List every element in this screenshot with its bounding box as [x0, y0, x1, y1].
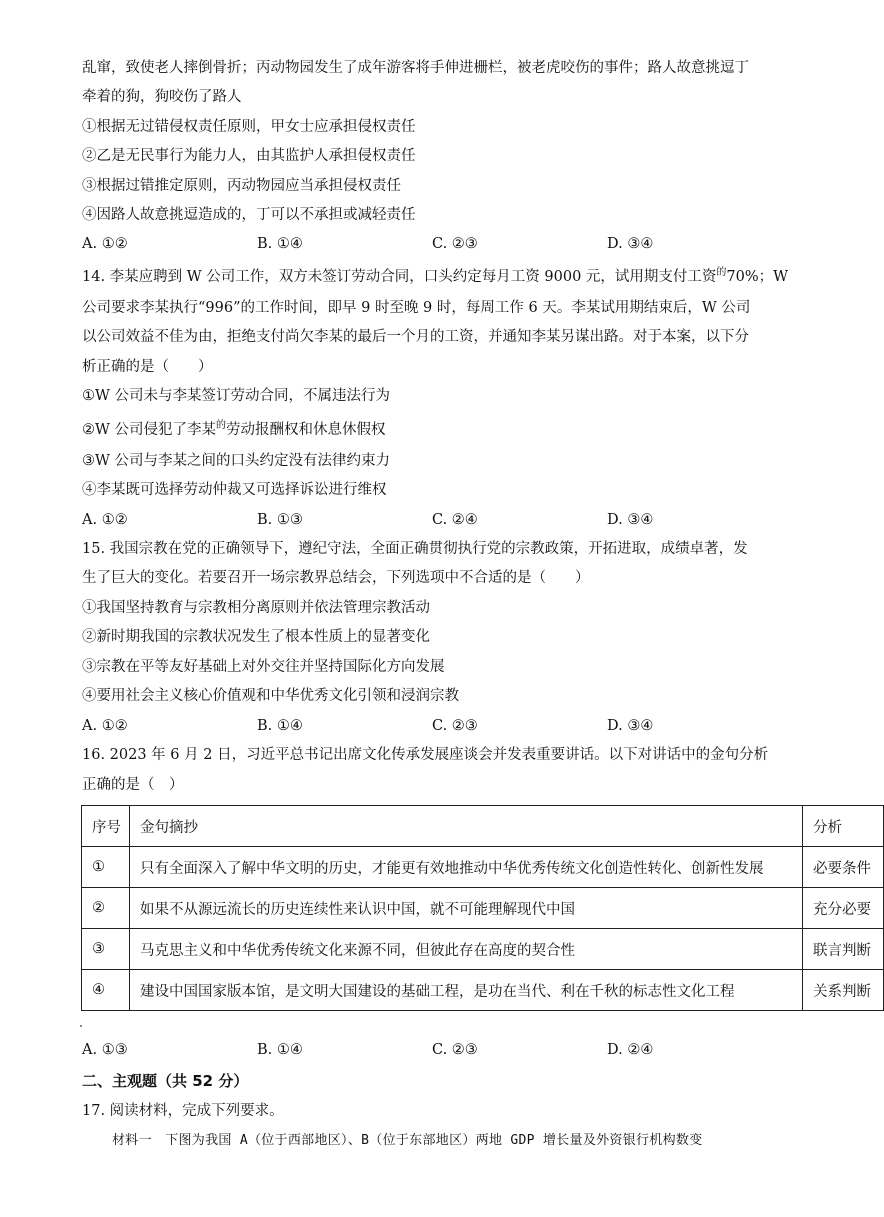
q13-option-b[interactable]: B. ①④ [257, 236, 303, 252]
q13-statement-2: ②乙是无民事行为能力人，由其监护人承担侵权责任 [82, 148, 416, 164]
q15-option-a[interactable]: A. ①② [82, 718, 128, 734]
q15-option-b[interactable]: B. ①④ [257, 718, 303, 734]
q13-text-line: 牵着的狗，狗咬伤了路人 [82, 89, 242, 105]
q16-option-b[interactable]: B. ①④ [257, 1042, 303, 1058]
q13-option-d[interactable]: D. ③④ [607, 236, 654, 252]
table-row [82, 888, 884, 929]
q15-statement-3: ③宗教在平等友好基础上对外交往并坚持国际化方向发展 [82, 659, 445, 675]
q16-stem-line-2: 正确的是（ ） [82, 777, 184, 793]
q13-option-a[interactable]: A. ①② [82, 236, 128, 252]
q16-option-a[interactable]: A. ①③ [82, 1042, 128, 1058]
q15-stem-line-1: 15. 我国宗教在党的正确领导下，遵纪守法，全面正确贯彻执行党的宗教政策，开拓进取，成绩卓著，发 [82, 541, 748, 557]
section-heading: 二、主观题（共 52 分） [82, 1072, 249, 1090]
table-cell-quote: 如果不从源远流长的历史连续性来认识中国，就不可能理解现代中国 [130, 888, 803, 929]
q15-stem-line-2: 生了巨大的变化。若要召开一场宗教界总结会，下列选项中不合适的是（ ） [82, 570, 590, 586]
table-header-cell: 金句摘抄 [130, 806, 803, 847]
q16-option-c[interactable]: C. ②③ [432, 1042, 478, 1058]
q15-option-d[interactable]: D. ③④ [607, 718, 654, 734]
q13-text-line: 乱窜，致使老人摔倒骨折；丙动物园发生了成年游客将手伸进栅栏，被老虎咬伤的事件；路人故意挑逗丁 [82, 60, 749, 76]
q16-option-d[interactable]: D. ②④ [607, 1042, 654, 1058]
q14-option-c[interactable]: C. ②④ [432, 512, 478, 528]
material-1-text: 材料一 下图为我国 A（位于西部地区）、B（位于东部地区）两地 GDP 增长量及外资银行机构数变 [112, 1133, 703, 1148]
table-header-row [82, 806, 884, 847]
q16-quote-table [81, 805, 884, 1011]
stray-dot [80, 1025, 82, 1027]
table-cell-index: ① [82, 847, 130, 888]
table-cell-quote: 马克思主义和中华优秀传统文化来源不同，但彼此存在高度的契合性 [130, 929, 803, 970]
q16-stem-line-1: 16. 2023 年 6 月 2 日，习近平总书记出席文化传承发展座谈会并发表重要讲话。以下对讲话中的金句分析 [82, 747, 769, 763]
q14-options [82, 510, 782, 530]
q14-option-d[interactable]: D. ③④ [607, 512, 654, 528]
q14-stem-text: 14. 李某应聘到 W 公司工作，双方未签订劳动合同，口头约定每月工资 9000 元，试用期支付工资 [82, 269, 717, 285]
table-cell-index: ④ [82, 970, 130, 1011]
q16-options [82, 1040, 782, 1060]
q14-statement-sup: 的 [216, 420, 227, 431]
q15-options [82, 716, 782, 736]
q13-statement-1: ①根据无过错侵权责任原则，甲女士应承担侵权责任 [82, 119, 416, 135]
q15-statement-1: ①我国坚持教育与宗教相分离原则并依法管理宗教活动 [82, 600, 430, 616]
q14-option-a[interactable]: A. ①② [82, 512, 128, 528]
table-cell-index: ③ [82, 929, 130, 970]
table-cell-analysis: 必要条件 [803, 847, 884, 888]
q14-stem-line-3: 以公司效益不佳为由，拒绝支付尚欠李某的最后一个月的工资，并通知李某另谋出路。对于本案，以下分 [82, 329, 749, 345]
table-cell-analysis: 关系判断 [803, 970, 884, 1011]
q13-statement-4: ④因路人故意挑逗造成的，丁可以不承担或减轻责任 [82, 207, 416, 223]
q14-option-b[interactable]: B. ①③ [257, 512, 303, 528]
q14-stem-line-2: 公司要求李某执行“996”的工作时间，即早 9 时至晚 9 时，每周工作 6 天。李某试用期结束后，W 公司 [82, 300, 751, 316]
table-row [82, 847, 884, 888]
q15-option-c[interactable]: C. ②③ [432, 718, 478, 734]
table-header-cell: 分析 [803, 806, 884, 847]
table-row [82, 929, 884, 970]
q14-statement-1: ①W 公司未与李某签订劳动合同，不属违法行为 [82, 388, 391, 404]
q17-stem: 17. 阅读材料，完成下列要求。 [82, 1103, 284, 1119]
table-cell-quote: 只有全面深入了解中华文明的历史，才能更有效地推动中华优秀传统文化创造性转化、创新性发展 [130, 847, 803, 888]
table-header-cell: 序号 [82, 806, 130, 847]
q15-statement-4: ④要用社会主义核心价值观和中华优秀文化引领和浸润宗教 [82, 688, 459, 704]
table-cell-analysis: 联言判断 [803, 929, 884, 970]
table-cell-quote: 建设中国国家版本馆，是文明大国建设的基础工程，是功在当代、利在千秋的标志性文化工程 [130, 970, 803, 1011]
q14-statement-text: ②W 公司侵犯了李某 [82, 422, 217, 438]
table-cell-index: ② [82, 888, 130, 929]
q14-statement-4: ④李某既可选择劳动仲裁又可选择诉讼进行维权 [82, 482, 387, 498]
q14-statement-text: 劳动报酬权和休息休假权 [226, 422, 386, 438]
table-cell-analysis: 充分必要 [803, 888, 884, 929]
q14-stem-sup: 的 [716, 267, 727, 278]
q14-stem-text: 70%；W [726, 269, 789, 285]
q14-statement-2 [82, 420, 386, 440]
q14-stem-line-4: 析正确的是（ ） [82, 359, 213, 375]
q15-statement-2: ②新时期我国的宗教状况发生了根本性质上的显著变化 [82, 629, 430, 645]
table-row [82, 970, 884, 1011]
q13-statement-3: ③根据过错推定原则，丙动物园应当承担侵权责任 [82, 178, 401, 194]
q13-options [82, 234, 782, 254]
q14-stem-line-1 [82, 267, 788, 287]
q13-option-c[interactable]: C. ②③ [432, 236, 478, 252]
q14-statement-3: ③W 公司与李某之间的口头约定没有法律约束力 [82, 453, 391, 469]
